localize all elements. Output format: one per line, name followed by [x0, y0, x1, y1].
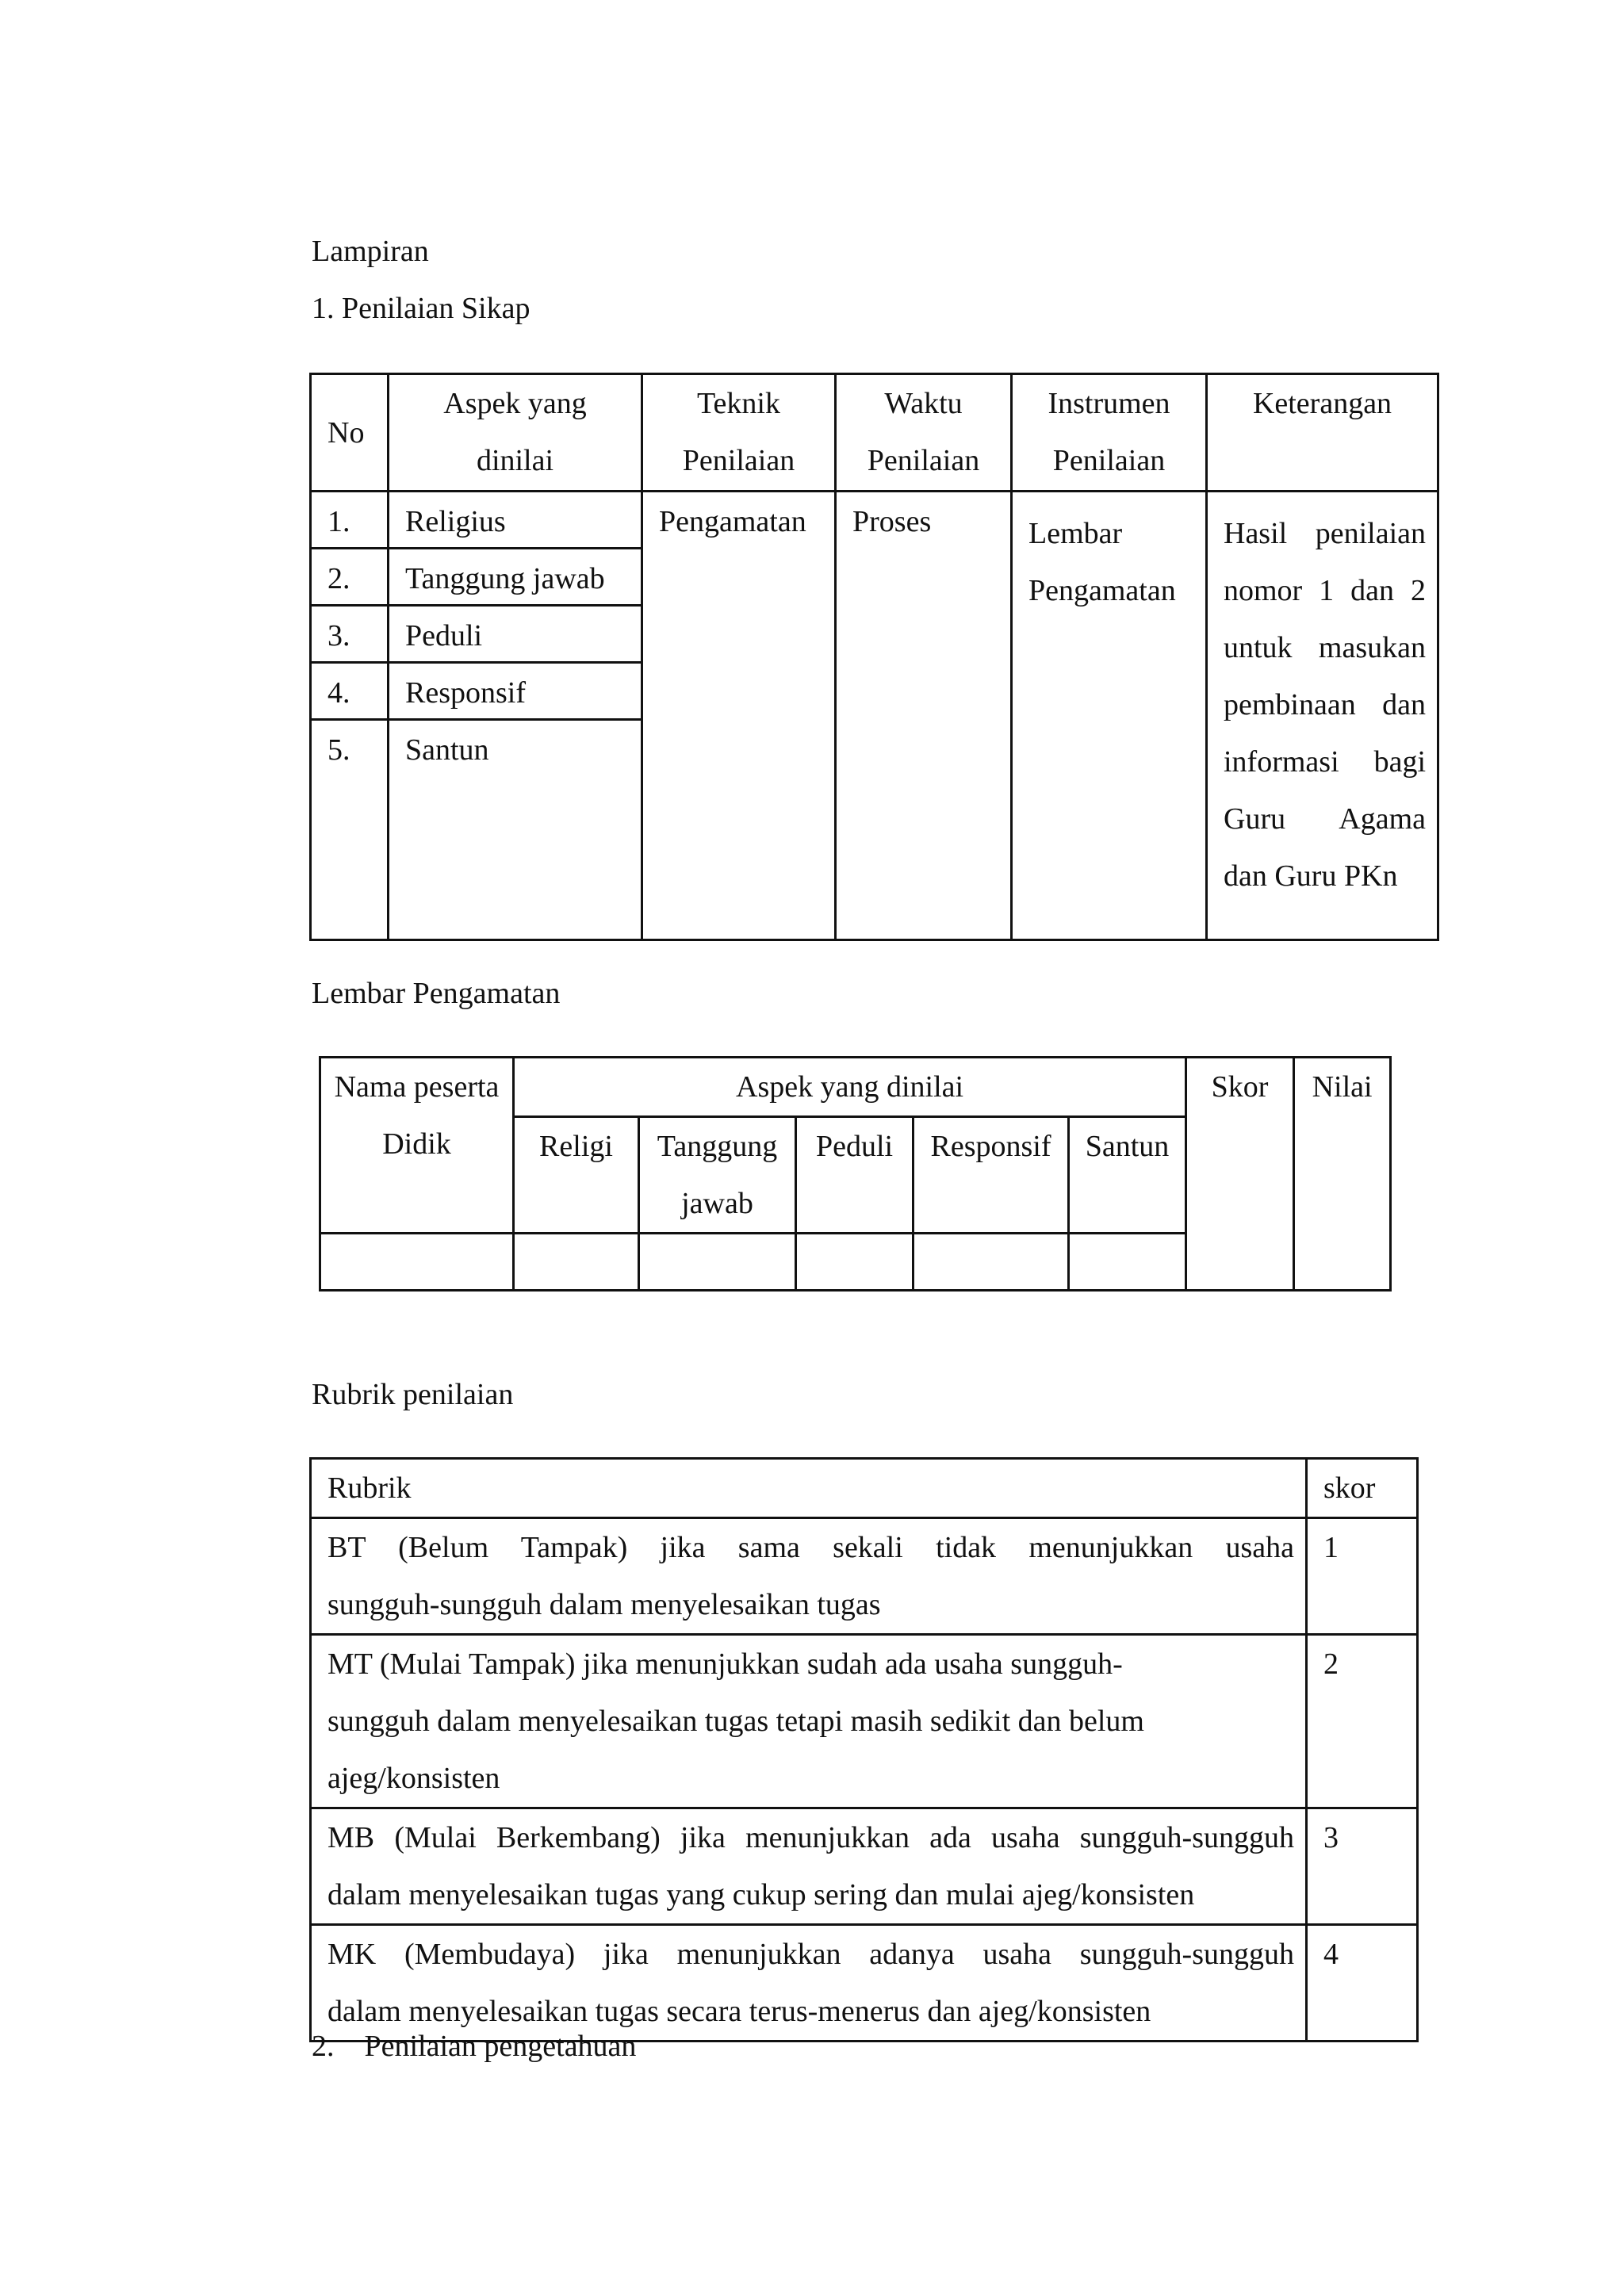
header-tanggung-jawab — [639, 1117, 796, 1234]
rubrik-skor: 2 — [1307, 1635, 1418, 1808]
header-waktu-line2: Penilaian — [867, 444, 980, 477]
header-no: No — [311, 374, 389, 492]
rubrik-penilaian-title: Rubrik penilaian — [312, 1378, 514, 1411]
section2-title: 2. Penilaian pengetahuan — [312, 2030, 637, 2063]
rubrik-line: dalam menyelesaikan tugas secara terus-menerus dan ajeg/konsisten — [327, 1995, 1151, 2028]
empty-cell — [914, 1234, 1069, 1291]
tanggung-line2: jawab — [681, 1187, 753, 1220]
empty-cell — [320, 1234, 514, 1291]
section1-title: 1. Penilaian Sikap — [312, 292, 530, 325]
header-keterangan: Keterangan — [1207, 374, 1438, 492]
header-instrumen-line1: Instrumen — [1048, 387, 1170, 420]
tanggung-line1: Tanggung — [657, 1130, 778, 1163]
table-header-row — [320, 1058, 1391, 1117]
table-row — [311, 1925, 1418, 2042]
row-aspek: Santun — [389, 720, 642, 940]
rubrik-line: dalam menyelesaikan tugas yang cukup sering dan mulai ajeg/konsisten — [327, 1878, 1195, 1911]
instrumen-line2: Pengamatan — [1028, 574, 1176, 607]
rubrik-line: sungguh dalam menyelesaikan tugas tetapi masih sedikit dan belum — [327, 1705, 1144, 1738]
keterangan-value — [1207, 492, 1438, 940]
header-aspek — [389, 374, 642, 492]
table-row — [311, 1808, 1418, 1925]
rubrik-skor: 1 — [1307, 1518, 1418, 1635]
empty-cell — [1069, 1234, 1186, 1291]
row-no: 5. — [311, 720, 389, 940]
rubrik-skor: 4 — [1307, 1925, 1418, 2042]
heading-lampiran: Lampiran — [312, 235, 429, 268]
row-aspek: Peduli — [389, 606, 642, 663]
header-aspek-line1: Aspek yang — [443, 387, 587, 420]
rubrik-text — [311, 1808, 1307, 1925]
rubrik-line: ajeg/konsisten — [327, 1762, 500, 1795]
header-instrumen — [1012, 374, 1207, 492]
keterangan-line: Hasil penilaian — [1224, 517, 1426, 550]
rubrik-text — [311, 1925, 1307, 2042]
nama-line2: Didik — [382, 1127, 451, 1161]
keterangan-line: untuk masukan — [1224, 631, 1426, 664]
header-teknik — [642, 374, 836, 492]
rubrik-text — [311, 1635, 1307, 1808]
header-teknik-line1: Teknik — [697, 387, 780, 420]
keterangan-line: dan Guru PKn — [1224, 859, 1398, 893]
header-rubrik: Rubrik — [311, 1459, 1307, 1518]
header-skor: skor — [1307, 1459, 1418, 1518]
header-waktu-line1: Waktu — [884, 387, 963, 420]
table-header-row — [311, 1459, 1418, 1518]
rubrik-text — [311, 1518, 1307, 1635]
keterangan-line: informasi bagi — [1224, 745, 1426, 779]
row-no: 2. — [311, 549, 389, 606]
row-no: 1. — [311, 492, 389, 549]
table-row — [311, 1518, 1418, 1635]
teknik-value: Pengamatan — [642, 492, 836, 940]
rubrik-line: sungguh-sungguh dalam menyelesaikan tugas — [327, 1588, 881, 1621]
instrumen-line1: Lembar — [1028, 517, 1123, 550]
header-instrumen-line2: Penilaian — [1052, 444, 1166, 477]
header-teknik-line2: Penilaian — [682, 444, 795, 477]
empty-cell — [796, 1234, 914, 1291]
nama-line1: Nama peserta — [334, 1070, 500, 1104]
table-row — [311, 492, 1438, 549]
table-header-row — [311, 374, 1438, 492]
rubrik-line: MK (Membudaya) jika menunjukkan adanya usaha sungguh-sungguh — [327, 1938, 1294, 1971]
header-aspek-line2: dinilai — [476, 444, 554, 477]
header-responsif: Responsif — [914, 1117, 1069, 1234]
lembar-pengamatan-title: Lembar Pengamatan — [312, 977, 561, 1010]
header-nama-peserta — [320, 1058, 514, 1234]
empty-cell — [639, 1234, 796, 1291]
waktu-value: Proses — [836, 492, 1012, 940]
lembar-pengamatan-table — [319, 1056, 1392, 1292]
header-waktu — [836, 374, 1012, 492]
header-nilai: Nilai — [1294, 1058, 1391, 1291]
keterangan-line: Guru Agama — [1224, 802, 1426, 836]
penilaian-sikap-table — [309, 373, 1439, 941]
keterangan-line: nomor 1 dan 2 — [1224, 574, 1426, 607]
rubrik-line: BT (Belum Tampak) jika sama sekali tidak menunjukkan usaha — [327, 1531, 1294, 1564]
empty-cell — [514, 1234, 639, 1291]
keterangan-line: pembinaan dan — [1224, 688, 1426, 721]
rubrik-line: MT (Mulai Tampak) jika menunjukkan sudah ada usaha sungguh- — [327, 1647, 1123, 1681]
row-aspek: Religius — [389, 492, 642, 549]
instrumen-value — [1012, 492, 1207, 940]
rubrik-table — [309, 1457, 1419, 2042]
row-aspek: Tanggung jawab — [389, 549, 642, 606]
row-no: 3. — [311, 606, 389, 663]
row-aspek: Responsif — [389, 663, 642, 720]
rubrik-skor: 3 — [1307, 1808, 1418, 1925]
row-no: 4. — [311, 663, 389, 720]
table-row — [311, 1635, 1418, 1808]
header-peduli: Peduli — [796, 1117, 914, 1234]
rubrik-line: MB (Mulai Berkembang) jika menunjukkan ada usaha sungguh-sungguh — [327, 1821, 1294, 1854]
header-religi: Religi — [514, 1117, 639, 1234]
header-aspek-dinilai: Aspek yang dinilai — [514, 1058, 1186, 1117]
header-santun: Santun — [1069, 1117, 1186, 1234]
header-skor: Skor — [1186, 1058, 1294, 1291]
